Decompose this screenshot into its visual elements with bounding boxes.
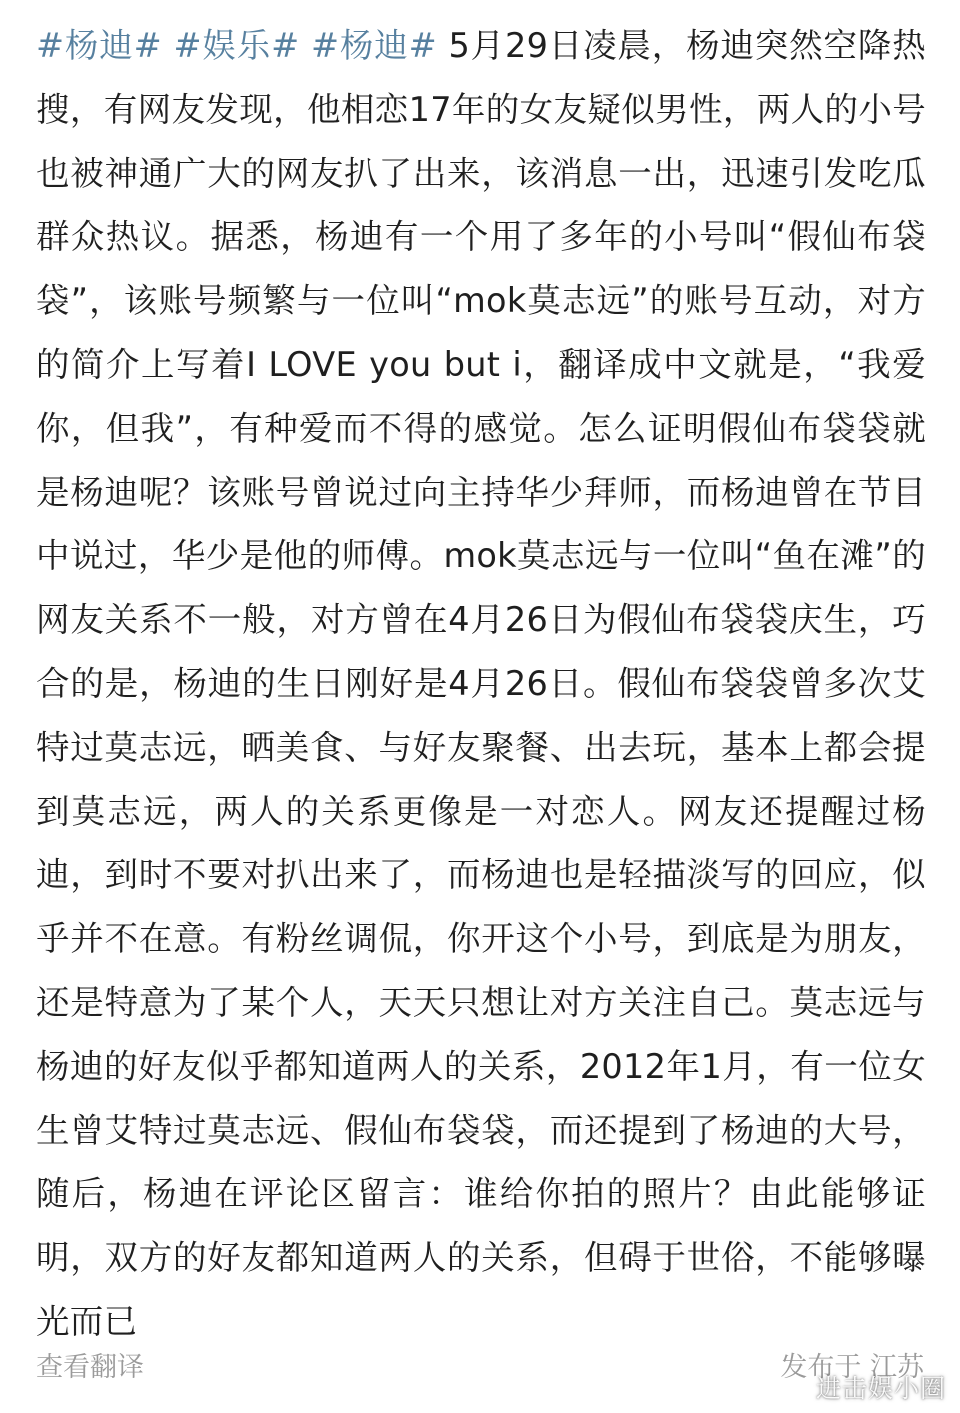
post-content [36,14,926,1354]
hashtag-link[interactable]: #杨迪# [310,26,437,65]
view-translation-button[interactable]: 查看翻译 [36,1352,144,1383]
watermark: 进击娱小圈 [815,1374,946,1403]
post-text [36,14,926,1354]
hashtag-link[interactable]: #娱乐# [173,26,300,65]
post-location: 发布于 江苏 [780,1352,924,1383]
post-footer [36,1345,924,1385]
hashtag-link[interactable]: #杨迪# [36,26,162,65]
post-body-text: 5月29日凌晨，杨迪突然空降热搜，有网友发现，他相恋17年的女友疑似男性，两人的小号也被神通广大的网友扒了出来，该消息一出，迅速引发吃瓜群众热议。据悉，杨迪有一个用了多年的小号叫“假仙布袋袋”，该账号频繁与一位叫“mok莫志远”的账号互动，对方的简介上写着I LOVE you but i，翻译成中文就是，“我爱你，但我”，有种爱而不得的感觉。怎么证明假仙布袋袋就是杨迪呢？该账号曾说过向主持华少拜师，而杨迪曾在节目中说过，华少是他的师傅。mok莫志远与一位叫“鱼在滩”的网友关系不一般，对方曾在4月26日为假仙布袋袋庆生，巧合的是，杨迪的生日刚好是4月26日。假仙布袋袋曾多次艾特过莫志远，晒美食、与好友聚餐、出去玩，基本上都会提到莫志远，两人的关系更像是一对恋人。网友还提醒过杨迪，到时不要对扒出来了，而杨迪也是轻描淡写的回应，似乎并不在意。有粉丝调侃，你开这个小号，到底是为朋友，还是特意为了某个人，天天只想让对方关注自己。莫志远与杨迪的好友似乎都知道两人的关系，2012年1月，有一位女生曾艾特过莫志远、假仙布袋袋，而还提到了杨迪的大号，随后，杨迪在评论区留言：谁给你拍的照片？由此能够证明，双方的好友都知道两人的关系，但碍于世俗，不能够曝光而已 [36,26,926,1341]
